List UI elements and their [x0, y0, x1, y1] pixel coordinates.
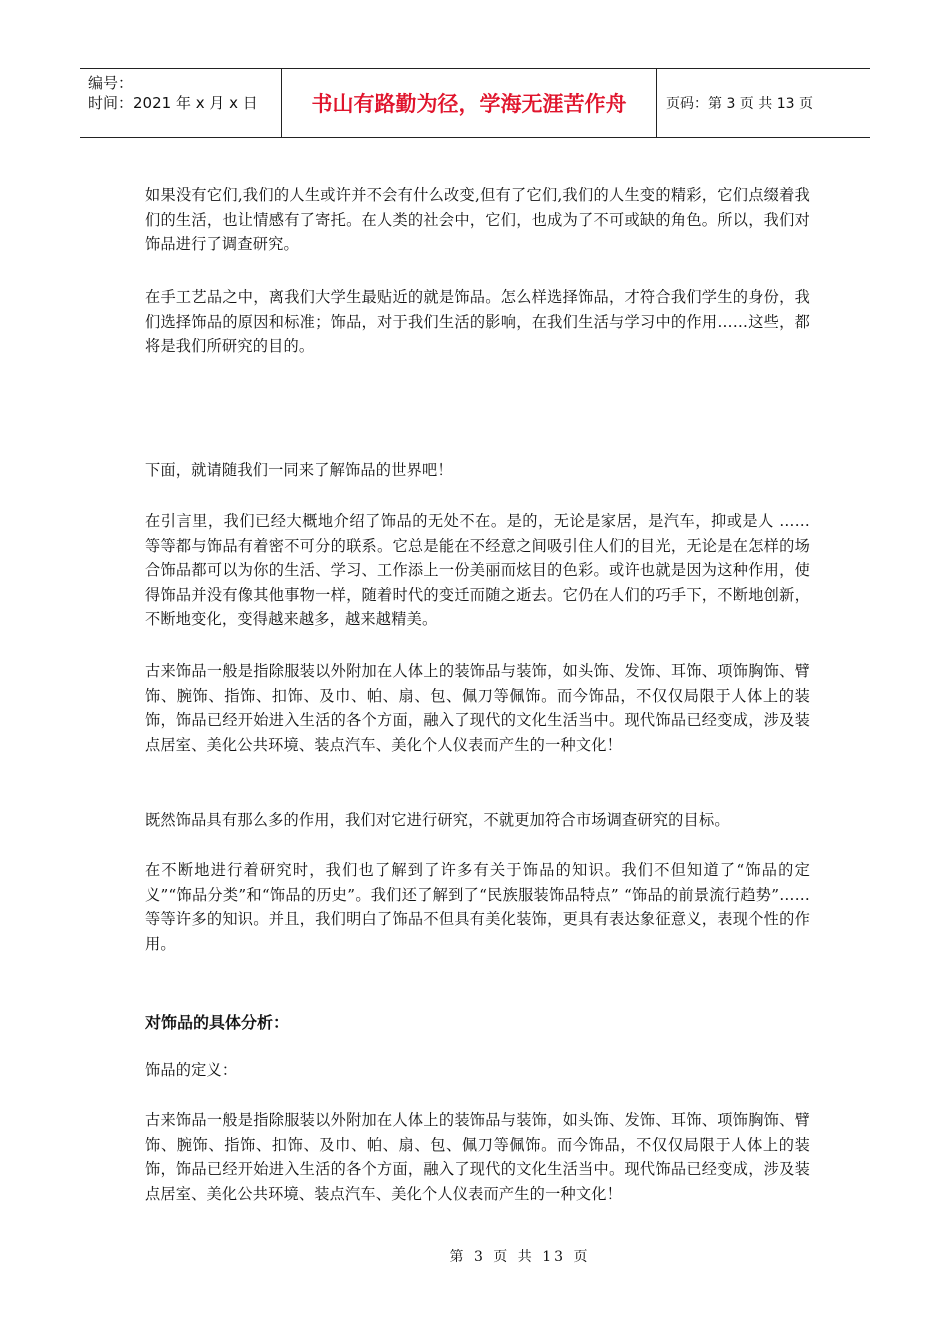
paragraph-invitation: 下面，就请随我们一同来了解饰品的世界吧！	[145, 461, 453, 479]
paragraph-intro-2: 在手工艺品之中，离我们大学生最贴近的就是饰品。怎么样选择饰品，才符合我们学生的身份，我们选择饰品的原因和标准；饰品，对于我们生活的影响，在我们生活与学习中的作用……这些，都将是我们所研究的目的。	[145, 288, 810, 356]
header-page-number: 页码：第 3 页 共 13 页	[666, 96, 813, 112]
header-divider	[656, 69, 657, 137]
document-number-label: 编号：	[88, 74, 134, 92]
sub-heading-definition: 饰品的定义：	[145, 1061, 238, 1079]
header-motto: 书山有路勤为径，学海无涯苦作舟	[311, 92, 627, 116]
page-footer	[0, 1246, 950, 1266]
page-header	[80, 68, 870, 138]
paragraph-overview: 在引言里，我们已经大概地介绍了饰品的无处不在。是的，无论是家居，是汽车，抑或是人 ……等等都与饰品有着密不可分的联系。它总是能在不经意之间吸引住人们的目光，无论是在怎样的场合饰品都可以为你的生活、学习、工作添上一份美丽而炫目的色彩。或许也就是因为这种作用，使得饰品并没有像其他事物一样，随着时代的变迁而随之逝去。它仍在人们的巧手下，不断地创新，不断地变化，变得越来越多，越来越精美。	[145, 512, 810, 629]
footer-page-number: 第 3 页 共 13 页	[449, 1249, 591, 1265]
document-date-label: 时间：2021 年 x 月 x 日	[88, 94, 258, 112]
paragraph-history: 古来饰品一般是指除服装以外附加在人体上的装饰品与装饰，如头饰、发饰、耳饰、项饰胸饰、臂饰、腕饰、指饰、扣饰、及巾、帕、扇、包、佩刀等佩饰。而今饰品，不仅仅局限于人体上的装饰，饰品已经开始进入生活的各个方面，融入了现代的文化生活当中。现代饰品已经变成，涉及装点居室、美化公共环境、装点汽车、美化个人仪表而产生的一种文化！	[145, 662, 810, 754]
header-meta	[88, 73, 258, 113]
paragraph-definition: 古来饰品一般是指除服装以外附加在人体上的装饰品与装饰，如头饰、发饰、耳饰、项饰胸饰、臂饰、腕饰、指饰、扣饰、及巾、帕、扇、包、佩刀等佩饰。而今饰品，不仅仅局限于人体上的装饰，饰品已经开始进入生活的各个方面，融入了现代的文化生活当中。现代饰品已经变成，涉及装点居室、美化公共环境、装点汽车、美化个人仪表而产生的一种文化！	[145, 1111, 810, 1203]
paragraph-purpose: 既然饰品具有那么多的作用，我们对它进行研究，不就更加符合市场调查研究的目标。	[145, 811, 730, 829]
section-heading: 对饰品的具体分析：	[145, 1013, 290, 1032]
paragraph-findings: 在不断地进行着研究时，我们也了解到了许多有关于饰品的知识。我们不但知道了“饰品的定义”“饰品分类”和“饰品的历史”。我们还了解到了“民族服装饰品特点” “饰品的前景流行趋势”……等等许多的知识。并且，我们明白了饰品不但具有美化装饰，更具有表达象征意义，表现个性的作用。	[145, 861, 810, 953]
paragraph-intro-1: 如果没有它们,我们的人生或许并不会有什么改变,但有了它们,我们的人生变的精彩，它们点缀着我们的生活，也让情感有了寄托。在人类的社会中，它们，也成为了不可或缺的角色。所以，我们对饰品进行了调查研究。	[145, 186, 810, 254]
